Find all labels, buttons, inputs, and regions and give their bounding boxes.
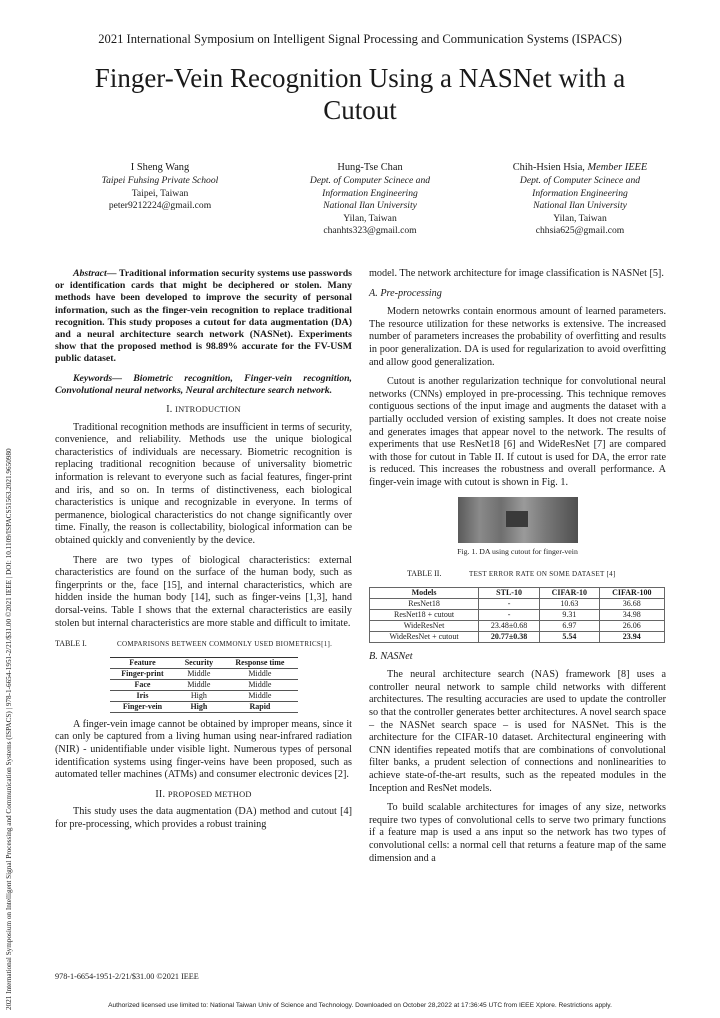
table-cell: ResNet18 (370, 598, 479, 609)
table-header-cell: Security (175, 657, 222, 668)
table-cell: 10.63 (540, 598, 600, 609)
table-cell: Middle (222, 690, 297, 701)
author-affiliation: Information Engineering (532, 187, 628, 199)
author-email[interactable]: chhsia625@gmail.com (535, 225, 625, 237)
table-cell: Finger-vein (110, 701, 176, 712)
preprocessing-paragraph-2: Cutout is another regularization technique for convolutional neural networks (CNNs) employed in pre-processing. This technique removes contiguous sections of the input image and augments the dataset with a partially occluded version of existing samples. It does not create noise and generates images that appear novel to the network. The results of experiments that use ResNet18 [6] and WideResNet [7] are compared with those for cutout in Table II. If cutout is used for DA, the error rate is reduced. This increases the robustness and overall performance. A finger-vein image with cutout is shown in Fig. 1. (369, 376, 666, 488)
intro-paragraph-3: A finger-vein image cannot be obtained by improper means, since it can only be captured from a living human using near-infrared radiation (NIR) - unidentifiable under visible light. Numerous types of personal identification systems using finger-veins have been proposed, such as automated teller machines (ATMs) and consumer electronic devices [2]. (55, 718, 352, 781)
table2-label: TABLE II. (407, 569, 442, 579)
table-cell: Finger-print (110, 668, 176, 679)
table-row (370, 598, 665, 609)
side-doi-strip (4, 150, 16, 1010)
table-row (110, 668, 298, 679)
table-row (370, 609, 665, 620)
figure1-caption: Fig. 1. DA using cutout for finger-vein (457, 546, 578, 556)
table-header-cell: STL-10 (479, 587, 540, 598)
table-cell: Middle (175, 679, 222, 690)
table-cell: 26.06 (599, 620, 664, 631)
author-place: Taipei, Taiwan (131, 187, 189, 199)
author-affiliation: Dept. of Computer Scinece and (309, 175, 431, 187)
preprocessing-paragraph-1: Modern netowrks contain enormous amount of learned parameters. The resource utilization for these networks is extensive. The increased number of parameters increases the probability of overfitting and results in poor generalization. DA is used for regularization to avoid overfitting and allow good generalization. (369, 306, 666, 368)
table-cell: 5.54 (540, 631, 600, 642)
abstract-label: Abstract— (73, 268, 117, 279)
table-row (370, 620, 665, 631)
author-role: Member IEEE (587, 162, 648, 173)
table2 (369, 587, 665, 643)
table-cell: High (175, 701, 222, 712)
author-name: Chih-Hsien Hsia, (512, 162, 585, 173)
table-cell: 9.31 (540, 609, 600, 620)
table-cell: 20.77±0.38 (479, 631, 540, 642)
table-header-cell: Feature (110, 657, 176, 668)
right-column (369, 268, 666, 872)
author-affiliation: National Ilan University (323, 200, 417, 212)
table-header-cell: CIFAR-10 (540, 587, 600, 598)
author-affiliation: National Ilan University (533, 200, 627, 212)
paper-title: Finger-Vein Recognition Using a NASNet with a Cutout (94, 63, 626, 125)
table-cell: High (175, 690, 222, 701)
subsection-heading-preprocessing: A. Pre-processing (369, 287, 442, 299)
intro-paragraph-1: Traditional recognition methods are insufficient in terms of security, convenience, and reliability. Methods use the unique biological characteristics of individuals are necessary. Biometric recognition is replacing traditional recognition because of universality biometric information is relevant to everyone such as facial features, finger-print and iris, and so on. In terms of distinctiveness, each biological characteristics is unique and recognizable in everyone. In terms of permanence, biological characteristics do not change significantly over time. Finally, the reason is collectability, biological information can be obtained quickly and conveniently by the device. (55, 421, 352, 546)
isbn-line: 978-1-6654-1951-2/21/$31.00 ©2021 IEEE (55, 972, 199, 981)
table1-caption (55, 638, 352, 651)
table1-title: COMPARISONS BETWEEN COMMONLY USED BIOMETRICS[1]. (117, 640, 333, 649)
table-header-row (110, 657, 298, 668)
table-row (110, 679, 298, 690)
keywords-label: Keywords— (73, 372, 122, 384)
author-block-2 (270, 162, 470, 237)
subsection-heading-nasnet: B. NASNet (369, 650, 413, 662)
table-cell: 23.94 (599, 631, 664, 642)
table-cell: Iris (110, 690, 176, 701)
table-cell: WideResNet + cutout (370, 631, 479, 642)
nasnet-paragraph-2: To build scalable architectures for images of any size, networks require two types of convolutional cells to serve two primary functions if a feature map is used a ans input so the network has two types of convolutional cells: a normal cell that returns a feature map of the same dimension and a (369, 802, 666, 864)
table-header-row (370, 587, 665, 598)
section-heading-intro (55, 404, 352, 417)
table-cell: 23.48±0.68 (479, 620, 540, 631)
conference-header: 2021 International Symposium on Intelligent Signal Processing and Communication Systems (ISPACS) (98, 32, 622, 46)
section-heading-method (55, 789, 352, 802)
table-header-cell: Models (370, 587, 479, 598)
table-header-cell: Response time (222, 657, 297, 668)
author-name-line (480, 162, 680, 174)
table1-label: TABLE I. (55, 639, 87, 649)
keywords (55, 373, 352, 397)
author-affiliation: Dept. of Computer Scinece and (519, 175, 641, 187)
section-title: INTRODUCTION (175, 405, 241, 415)
section-number: I. (166, 404, 173, 416)
author-email[interactable]: peter9212224@gmail.com (108, 200, 212, 212)
table-row (110, 701, 298, 712)
abstract-text: Traditional information security systems use passwords or identification cards that might be deciphered or stolen. Many methods have been developed to improve the security of personal information, such as the finger-vein recognition to replace traditional recognition. This study proposes a cutout for data augmentation (DA) and a neural architecture search network (NASNet). Experiments show that the proposed method is 98.89% accurate for the FV-USM public dataset. (55, 268, 352, 365)
table-cell: WideResNet (370, 620, 479, 631)
table-cell: Middle (222, 668, 297, 679)
table-cell: - (479, 609, 540, 620)
table-cell: 34.98 (599, 609, 664, 620)
side-doi-text: 2021 International Symposium on Intelligent Signal Processing and Communication Systems (ISPACS) | 978-1-6654-1951-2/21/$31.00 ©2021 IEEE | DOI: 10.1109/ISPACS51563.2021.9650980 (5, 448, 13, 1010)
table-cell: 36.68 (599, 598, 664, 609)
footer-license: Authorized licensed use limited to: National Taiwan Univ of Science and Technology. Downloaded on October 28,2022 at 17:36:45 UTC from IEEE Xplore. Restrictions apply. (108, 1002, 612, 1009)
author-name: Hung-Tse Chan (337, 162, 403, 173)
left-column (55, 268, 352, 838)
table-cell: - (479, 598, 540, 609)
method-paragraph-1-cont: model. The network architecture for image classification is NASNet [5]. (369, 268, 664, 279)
abstract (55, 268, 352, 366)
author-place: Yilan, Taiwan (343, 212, 397, 224)
table-cell: Rapid (222, 701, 297, 712)
table-row (370, 631, 665, 642)
nasnet-paragraph-1: The neural architecture search (NAS) framework [8] uses a controller neural network to sample child networks with different architectures. The resulting accuracies are used to update the controller so that the controller generates better architectures. A novel search space – the NASNet search space – is used for NASNet. This is the architecture for the CIFAR-10 dataset. Architectural engineering with CNN identifies repeated motifs that are combinations of convolutional filter banks, a prudent selection of connections and nonlinearities to achieve state-of-the-art results, such as the repeated modules in the Inception and ResNet models. (369, 669, 666, 794)
section-title: PROPOSED METHOD (167, 789, 252, 799)
table-cell: 6.97 (540, 620, 600, 631)
author-email[interactable]: chanhts323@gmail.com (323, 225, 417, 237)
author-affiliation: Taipei Fuhsing Private School (101, 175, 219, 187)
table-row (110, 690, 298, 701)
author-block-3 (480, 162, 680, 237)
table-cell: ResNet18 + cutout (370, 609, 479, 620)
table2-caption (369, 568, 666, 581)
author-name: I Sheng Wang (130, 162, 190, 173)
section-number: II. (155, 788, 166, 800)
author-place: Yilan, Taiwan (553, 212, 607, 224)
figure1-image (458, 497, 578, 543)
table1 (110, 657, 298, 713)
intro-paragraph-2: There are two types of biological characteristics: external characteristics are found on the surface of the human body, such as fingerprints or the, face [15], and internal characteristics, which are hidden inside the human body [14], such as finger-veins [1,3], hand dorsal-veins. Table I shows that the external characteristics are easily stolen but internal characteristics are more stable and difficult to imitate. (55, 554, 352, 629)
author-affiliation: Information Engineering (322, 187, 418, 199)
keywords-text: Biometric recognition, Finger-vein recognition, Convolutional neural networks, Neural architecture search network. (55, 372, 352, 396)
table-cell: Middle (175, 668, 222, 679)
method-paragraph-1: This study uses the data augmentation (DA) method and cutout [4] for pre-processing, which provides a robust training (55, 806, 352, 830)
table2-title: TEST ERROR RATE ON SOME DATASET [4] (469, 570, 616, 579)
table-cell: Face (110, 679, 176, 690)
table-header-cell: CIFAR-100 (599, 587, 664, 598)
table-cell: Middle (222, 679, 297, 690)
author-block-1 (60, 162, 260, 213)
